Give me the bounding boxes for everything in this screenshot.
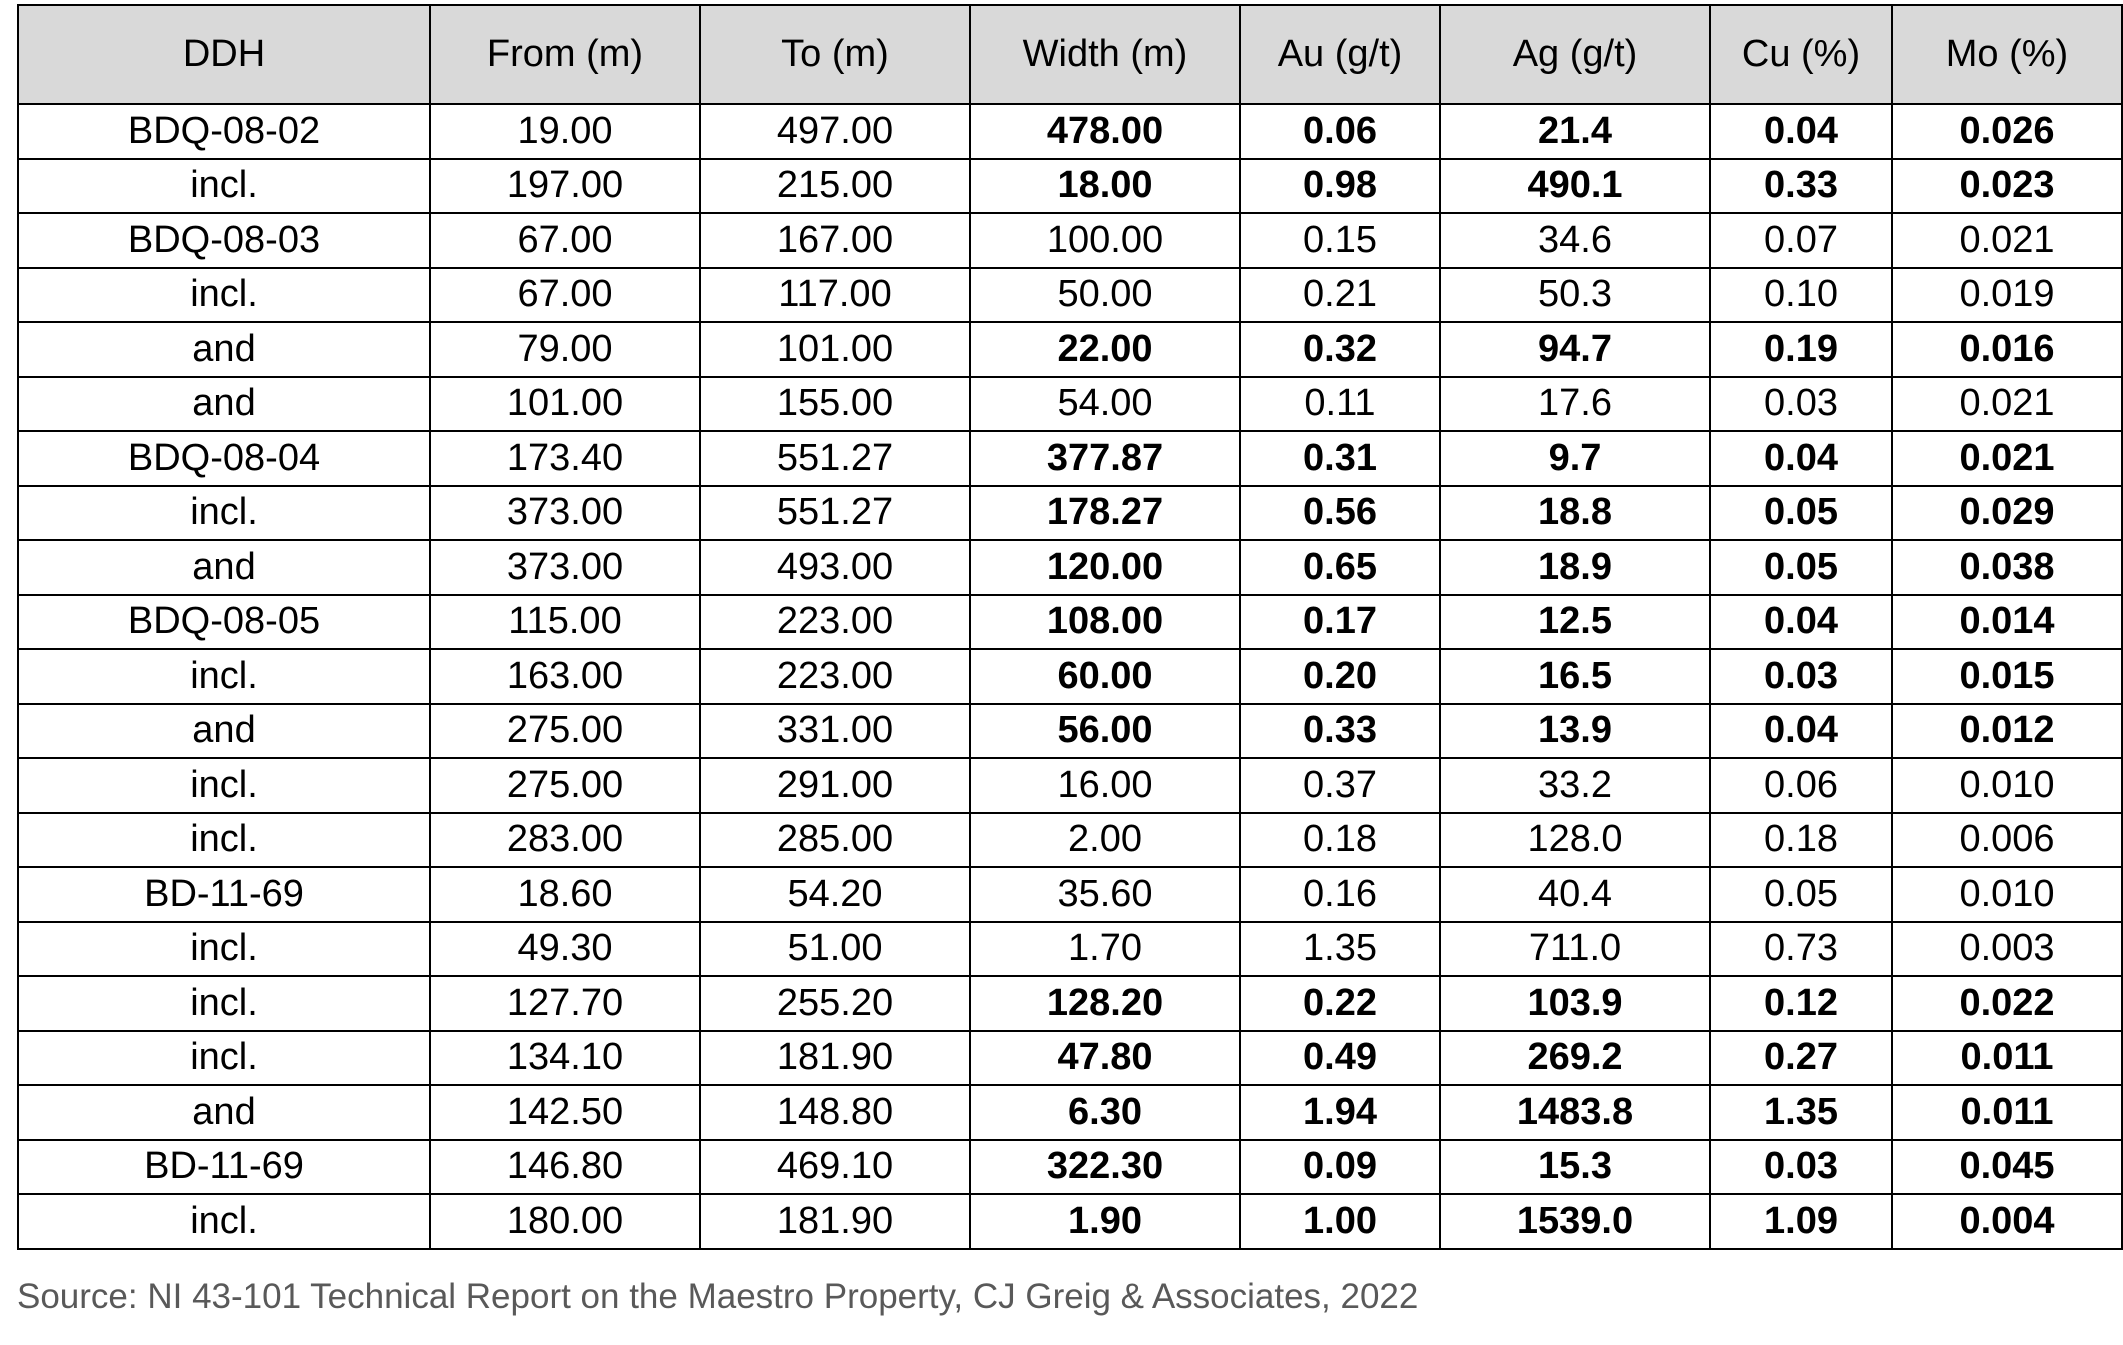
cell-to: 255.20 xyxy=(700,976,970,1031)
cell-width: 178.27 xyxy=(970,486,1240,541)
cell-mo: 0.006 xyxy=(1892,813,2122,868)
cell-to: 155.00 xyxy=(700,377,970,432)
cell-cu: 0.03 xyxy=(1710,1140,1892,1195)
cell-ddh: BDQ-08-05 xyxy=(18,595,430,650)
cell-to: 493.00 xyxy=(700,540,970,595)
cell-width: 128.20 xyxy=(970,976,1240,1031)
cell-width: 2.00 xyxy=(970,813,1240,868)
header-mo: Mo (%) xyxy=(1892,5,2122,104)
cell-ag: 40.4 xyxy=(1440,867,1710,922)
table-row xyxy=(18,867,2122,922)
cell-ag: 128.0 xyxy=(1440,813,1710,868)
cell-ddh: and xyxy=(18,322,430,377)
cell-mo: 0.003 xyxy=(1892,922,2122,977)
cell-from: 180.00 xyxy=(430,1194,700,1249)
cell-from: 146.80 xyxy=(430,1140,700,1195)
header-ddh: DDH xyxy=(18,5,430,104)
table-row xyxy=(18,431,2122,486)
cell-mo: 0.015 xyxy=(1892,649,2122,704)
cell-ddh: BD-11-69 xyxy=(18,1140,430,1195)
header-to: To (m) xyxy=(700,5,970,104)
cell-mo: 0.010 xyxy=(1892,867,2122,922)
cell-cu: 0.10 xyxy=(1710,268,1892,323)
cell-ag: 33.2 xyxy=(1440,758,1710,813)
cell-width: 54.00 xyxy=(970,377,1240,432)
cell-ag: 94.7 xyxy=(1440,322,1710,377)
cell-ag: 103.9 xyxy=(1440,976,1710,1031)
cell-to: 181.90 xyxy=(700,1194,970,1249)
cell-ag: 18.9 xyxy=(1440,540,1710,595)
cell-au: 0.33 xyxy=(1240,704,1440,759)
cell-au: 0.16 xyxy=(1240,867,1440,922)
table-row xyxy=(18,922,2122,977)
cell-mo: 0.014 xyxy=(1892,595,2122,650)
cell-ag: 1483.8 xyxy=(1440,1085,1710,1140)
cell-au: 0.22 xyxy=(1240,976,1440,1031)
cell-mo: 0.010 xyxy=(1892,758,2122,813)
cell-ddh: and xyxy=(18,377,430,432)
cell-ag: 9.7 xyxy=(1440,431,1710,486)
cell-width: 322.30 xyxy=(970,1140,1240,1195)
cell-ddh: BDQ-08-03 xyxy=(18,213,430,268)
cell-from: 127.70 xyxy=(430,976,700,1031)
cell-au: 0.56 xyxy=(1240,486,1440,541)
cell-au: 0.32 xyxy=(1240,322,1440,377)
table-row xyxy=(18,213,2122,268)
table-row xyxy=(18,1031,2122,1086)
cell-from: 173.40 xyxy=(430,431,700,486)
cell-ddh: incl. xyxy=(18,1194,430,1249)
cell-from: 142.50 xyxy=(430,1085,700,1140)
cell-cu: 0.04 xyxy=(1710,595,1892,650)
cell-ag: 12.5 xyxy=(1440,595,1710,650)
cell-cu: 0.03 xyxy=(1710,649,1892,704)
cell-ag: 50.3 xyxy=(1440,268,1710,323)
cell-from: 197.00 xyxy=(430,159,700,214)
cell-au: 0.31 xyxy=(1240,431,1440,486)
cell-au: 0.06 xyxy=(1240,104,1440,159)
table-row xyxy=(18,486,2122,541)
cell-au: 0.65 xyxy=(1240,540,1440,595)
cell-ddh: incl. xyxy=(18,758,430,813)
cell-width: 120.00 xyxy=(970,540,1240,595)
cell-mo: 0.004 xyxy=(1892,1194,2122,1249)
cell-from: 373.00 xyxy=(430,486,700,541)
cell-to: 497.00 xyxy=(700,104,970,159)
cell-to: 148.80 xyxy=(700,1085,970,1140)
table-row xyxy=(18,595,2122,650)
cell-au: 1.94 xyxy=(1240,1085,1440,1140)
drill-results-table xyxy=(17,4,2123,1250)
cell-from: 49.30 xyxy=(430,922,700,977)
cell-au: 0.98 xyxy=(1240,159,1440,214)
cell-ddh: and xyxy=(18,540,430,595)
cell-ddh: incl. xyxy=(18,486,430,541)
cell-from: 19.00 xyxy=(430,104,700,159)
table-row xyxy=(18,540,2122,595)
cell-ag: 17.6 xyxy=(1440,377,1710,432)
cell-to: 54.20 xyxy=(700,867,970,922)
cell-from: 67.00 xyxy=(430,268,700,323)
cell-mo: 0.023 xyxy=(1892,159,2122,214)
cell-width: 100.00 xyxy=(970,213,1240,268)
cell-ddh: incl. xyxy=(18,813,430,868)
cell-from: 101.00 xyxy=(430,377,700,432)
cell-au: 0.17 xyxy=(1240,595,1440,650)
cell-ag: 13.9 xyxy=(1440,704,1710,759)
cell-au: 0.15 xyxy=(1240,213,1440,268)
cell-mo: 0.011 xyxy=(1892,1031,2122,1086)
cell-width: 35.60 xyxy=(970,867,1240,922)
cell-width: 1.70 xyxy=(970,922,1240,977)
cell-width: 16.00 xyxy=(970,758,1240,813)
cell-to: 223.00 xyxy=(700,595,970,650)
table-row xyxy=(18,1085,2122,1140)
header-from: From (m) xyxy=(430,5,700,104)
table-row xyxy=(18,704,2122,759)
cell-au: 1.35 xyxy=(1240,922,1440,977)
cell-ag: 34.6 xyxy=(1440,213,1710,268)
cell-to: 551.27 xyxy=(700,431,970,486)
cell-width: 377.87 xyxy=(970,431,1240,486)
cell-from: 134.10 xyxy=(430,1031,700,1086)
cell-mo: 0.012 xyxy=(1892,704,2122,759)
cell-ag: 269.2 xyxy=(1440,1031,1710,1086)
cell-au: 0.20 xyxy=(1240,649,1440,704)
table-row xyxy=(18,377,2122,432)
cell-cu: 0.18 xyxy=(1710,813,1892,868)
cell-cu: 0.73 xyxy=(1710,922,1892,977)
cell-width: 6.30 xyxy=(970,1085,1240,1140)
cell-to: 551.27 xyxy=(700,486,970,541)
cell-cu: 0.12 xyxy=(1710,976,1892,1031)
cell-cu: 0.05 xyxy=(1710,540,1892,595)
cell-to: 101.00 xyxy=(700,322,970,377)
table-row xyxy=(18,813,2122,868)
cell-ag: 490.1 xyxy=(1440,159,1710,214)
cell-width: 50.00 xyxy=(970,268,1240,323)
cell-au: 0.09 xyxy=(1240,1140,1440,1195)
cell-mo: 0.016 xyxy=(1892,322,2122,377)
table-row xyxy=(18,159,2122,214)
cell-mo: 0.029 xyxy=(1892,486,2122,541)
cell-au: 0.18 xyxy=(1240,813,1440,868)
header-ag: Ag (g/t) xyxy=(1440,5,1710,104)
cell-to: 215.00 xyxy=(700,159,970,214)
cell-ag: 15.3 xyxy=(1440,1140,1710,1195)
table-row xyxy=(18,649,2122,704)
cell-cu: 0.07 xyxy=(1710,213,1892,268)
drill-results-table-container xyxy=(17,4,2123,1250)
cell-mo: 0.026 xyxy=(1892,104,2122,159)
cell-width: 60.00 xyxy=(970,649,1240,704)
cell-mo: 0.022 xyxy=(1892,976,2122,1031)
cell-cu: 0.06 xyxy=(1710,758,1892,813)
cell-to: 181.90 xyxy=(700,1031,970,1086)
cell-ag: 18.8 xyxy=(1440,486,1710,541)
cell-width: 18.00 xyxy=(970,159,1240,214)
cell-ddh: incl. xyxy=(18,268,430,323)
table-row xyxy=(18,976,2122,1031)
cell-width: 478.00 xyxy=(970,104,1240,159)
cell-ddh: incl. xyxy=(18,649,430,704)
cell-ag: 16.5 xyxy=(1440,649,1710,704)
cell-ag: 21.4 xyxy=(1440,104,1710,159)
cell-ddh: incl. xyxy=(18,976,430,1031)
cell-au: 0.21 xyxy=(1240,268,1440,323)
cell-cu: 0.05 xyxy=(1710,867,1892,922)
cell-from: 275.00 xyxy=(430,704,700,759)
cell-mo: 0.045 xyxy=(1892,1140,2122,1195)
cell-from: 283.00 xyxy=(430,813,700,868)
table-row xyxy=(18,1140,2122,1195)
cell-au: 1.00 xyxy=(1240,1194,1440,1249)
cell-cu: 0.27 xyxy=(1710,1031,1892,1086)
table-row xyxy=(18,104,2122,159)
cell-from: 67.00 xyxy=(430,213,700,268)
cell-to: 469.10 xyxy=(700,1140,970,1195)
table-body xyxy=(18,104,2122,1249)
cell-cu: 0.04 xyxy=(1710,704,1892,759)
cell-to: 223.00 xyxy=(700,649,970,704)
cell-ag: 711.0 xyxy=(1440,922,1710,977)
cell-from: 115.00 xyxy=(430,595,700,650)
cell-ddh: incl. xyxy=(18,159,430,214)
cell-mo: 0.021 xyxy=(1892,431,2122,486)
header-au: Au (g/t) xyxy=(1240,5,1440,104)
cell-cu: 0.04 xyxy=(1710,431,1892,486)
cell-cu: 0.33 xyxy=(1710,159,1892,214)
cell-cu: 1.35 xyxy=(1710,1085,1892,1140)
cell-width: 108.00 xyxy=(970,595,1240,650)
cell-to: 291.00 xyxy=(700,758,970,813)
cell-au: 0.49 xyxy=(1240,1031,1440,1086)
cell-to: 285.00 xyxy=(700,813,970,868)
cell-to: 167.00 xyxy=(700,213,970,268)
cell-ddh: and xyxy=(18,704,430,759)
cell-from: 163.00 xyxy=(430,649,700,704)
header-width: Width (m) xyxy=(970,5,1240,104)
header-cu: Cu (%) xyxy=(1710,5,1892,104)
cell-width: 1.90 xyxy=(970,1194,1240,1249)
cell-mo: 0.038 xyxy=(1892,540,2122,595)
cell-mo: 0.021 xyxy=(1892,377,2122,432)
cell-width: 22.00 xyxy=(970,322,1240,377)
cell-au: 0.37 xyxy=(1240,758,1440,813)
cell-width: 56.00 xyxy=(970,704,1240,759)
cell-ddh: BDQ-08-02 xyxy=(18,104,430,159)
source-note: Source: NI 43-101 Technical Report on the Maestro Property, CJ Greig & Associates, 2022 xyxy=(17,1277,1419,1316)
cell-from: 373.00 xyxy=(430,540,700,595)
cell-cu: 0.05 xyxy=(1710,486,1892,541)
cell-mo: 0.011 xyxy=(1892,1085,2122,1140)
table-header-row xyxy=(18,5,2122,104)
cell-cu: 0.19 xyxy=(1710,322,1892,377)
table-row xyxy=(18,322,2122,377)
cell-ddh: BDQ-08-04 xyxy=(18,431,430,486)
cell-mo: 0.019 xyxy=(1892,268,2122,323)
cell-ag: 1539.0 xyxy=(1440,1194,1710,1249)
cell-to: 331.00 xyxy=(700,704,970,759)
cell-cu: 1.09 xyxy=(1710,1194,1892,1249)
table-row xyxy=(18,758,2122,813)
cell-from: 79.00 xyxy=(430,322,700,377)
cell-au: 0.11 xyxy=(1240,377,1440,432)
cell-ddh: BD-11-69 xyxy=(18,867,430,922)
cell-cu: 0.03 xyxy=(1710,377,1892,432)
cell-to: 117.00 xyxy=(700,268,970,323)
cell-ddh: and xyxy=(18,1085,430,1140)
table-row xyxy=(18,1194,2122,1249)
cell-to: 51.00 xyxy=(700,922,970,977)
table-row xyxy=(18,268,2122,323)
cell-from: 18.60 xyxy=(430,867,700,922)
cell-from: 275.00 xyxy=(430,758,700,813)
cell-cu: 0.04 xyxy=(1710,104,1892,159)
cell-ddh: incl. xyxy=(18,1031,430,1086)
cell-ddh: incl. xyxy=(18,922,430,977)
cell-mo: 0.021 xyxy=(1892,213,2122,268)
cell-width: 47.80 xyxy=(970,1031,1240,1086)
